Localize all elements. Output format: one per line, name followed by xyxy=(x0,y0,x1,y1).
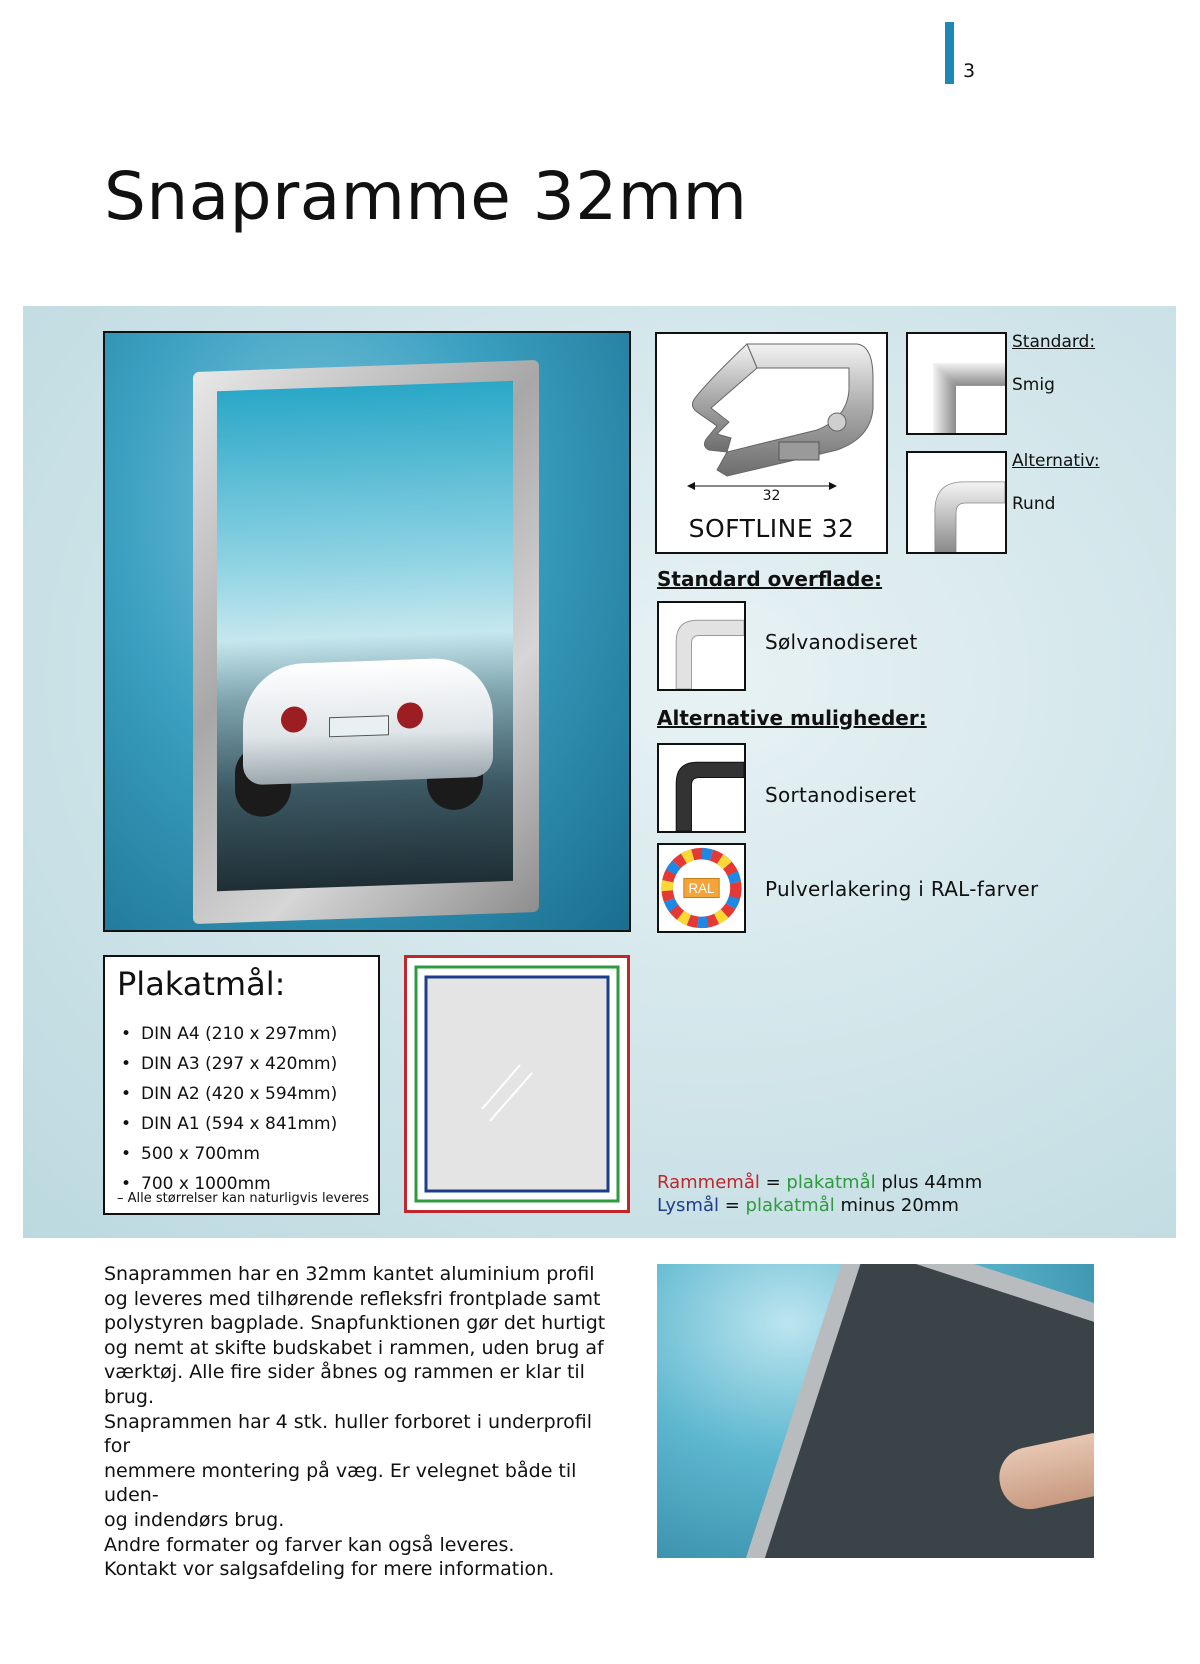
opened-frame-image xyxy=(724,1264,1094,1558)
standard-corner-label: Standard: xyxy=(1012,332,1096,352)
ral-badge-text: RAL xyxy=(688,880,715,896)
standard-corner-value: Smig xyxy=(1012,375,1055,395)
car-plate xyxy=(329,715,389,737)
black-surface-swatch xyxy=(657,743,746,833)
alternative-surface-heading: Alternative muligheder: xyxy=(657,706,927,730)
silver-surface-label: Sølvanodiseret xyxy=(765,630,918,654)
poster-sizes-list xyxy=(121,1019,337,1199)
corner-rounded-thumb xyxy=(906,451,1007,554)
list-item: • DIN A3 (297 x 420mm) xyxy=(121,1049,337,1079)
ral-surface-label: Pulverlakering i RAL-farver xyxy=(765,877,1039,901)
page-number: 3 xyxy=(963,60,976,82)
black-surface-label: Sortanodiseret xyxy=(765,783,917,807)
profile-cross-section-icon xyxy=(687,338,877,488)
visible-size-formula: Lysmål = plakatmål minus 20mm xyxy=(657,1195,959,1216)
silver-surface-swatch xyxy=(657,601,746,691)
frame-measurement-diagram xyxy=(404,955,630,1213)
standard-surface-heading: Standard overflade: xyxy=(657,567,883,591)
list-item: • DIN A1 (594 x 841mm) xyxy=(121,1109,337,1139)
profile-name: SOFTLINE 32 xyxy=(688,514,855,543)
profile-box xyxy=(655,332,888,554)
product-description: Snaprammen har en 32mm kantet aluminium profil og leveres med tilhørende refleksfri frontplade samt polystyren bagplade. Snapfunktionen gør det hurtigt og nemt at skifte budskabet i rammen, uden brug af værktøj. Alle fire sider åbnes og rammen er klar til brug. Snaprammen har 4 stk. huller forboret i underprofil for nemmere montering på væg. Er velegnet både til uden- og indendørs brug. Andre formater og farver kan også leveres. Kontakt vor salgsafdeling for mere information. xyxy=(104,1263,606,1581)
rounded-corner-icon xyxy=(908,453,1005,552)
poster-sizes-note: – Alle størrelser kan naturligvis leveres xyxy=(117,1191,370,1206)
snap-frame-opening-photo xyxy=(657,1264,1094,1558)
snap-frame-image xyxy=(193,360,539,924)
visible-area-outline xyxy=(426,977,608,1191)
page-title: Snapramme 32mm xyxy=(104,158,748,235)
list-item: • DIN A2 (420 x 594mm) xyxy=(121,1079,337,1109)
corner-mitred-thumb xyxy=(906,332,1007,435)
frame-size-formula: Rammemål = plakatmål plus 44mm xyxy=(657,1172,983,1193)
poster-image xyxy=(217,381,513,891)
list-item: • 700 x 1000mm xyxy=(121,1169,337,1199)
mitred-corner-icon xyxy=(908,334,1005,433)
list-item: • 500 x 700mm xyxy=(121,1139,337,1169)
product-photo xyxy=(103,331,631,932)
black-corner-icon xyxy=(659,745,744,831)
profile-dimension: 32 xyxy=(762,488,781,504)
list-item: • DIN A4 (210 x 297mm) xyxy=(121,1019,337,1049)
alternative-corner-label: Alternativ: xyxy=(1012,451,1100,471)
ral-color-wheel-icon xyxy=(659,845,744,931)
poster-sizes-box xyxy=(103,955,380,1215)
ral-swatch xyxy=(657,843,746,933)
silver-corner-icon xyxy=(659,603,744,689)
alternative-corner-value: Rund xyxy=(1012,494,1056,514)
page-accent-bar xyxy=(945,22,954,84)
poster-sizes-title: Plakatmål: xyxy=(117,965,286,1003)
